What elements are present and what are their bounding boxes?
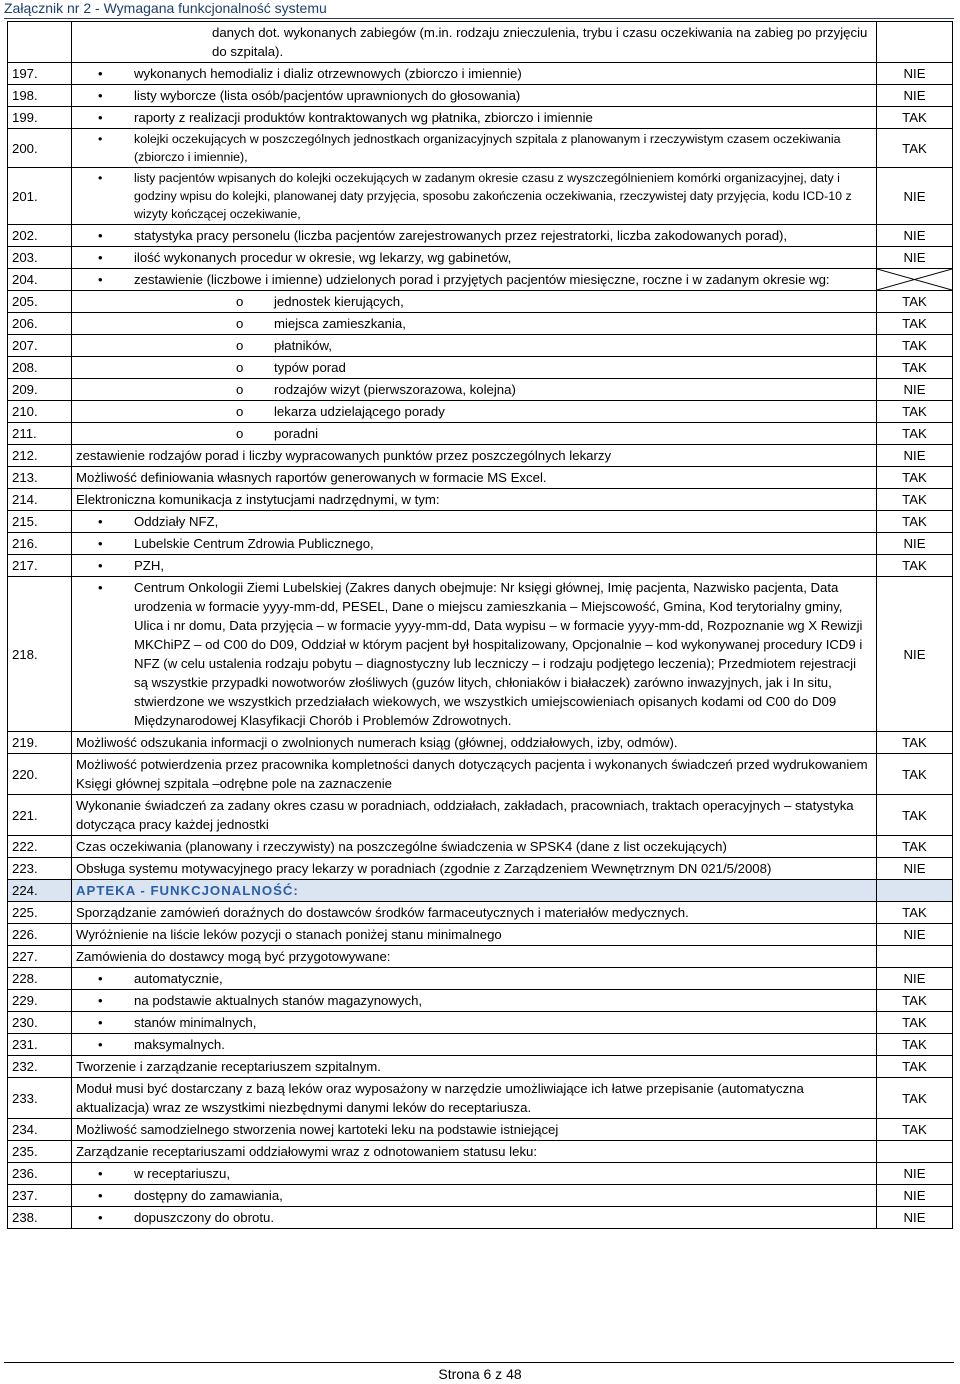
row-number: 222.	[8, 836, 72, 858]
circle-bullet-icon: o	[236, 294, 244, 309]
requirement-cell	[72, 990, 877, 1012]
status-cell: NIE	[877, 533, 953, 555]
status-cell: NIE	[877, 577, 953, 732]
status-cell: TAK	[877, 1034, 953, 1056]
status-cell: NIE	[877, 924, 953, 946]
requirement-cell	[72, 577, 877, 732]
requirement-cell	[72, 924, 877, 946]
row-number: 231.	[8, 1034, 72, 1056]
row-number: 203.	[8, 247, 72, 269]
requirement-text: dostępny do zamawiania,	[134, 1188, 283, 1203]
requirement-cell	[72, 313, 877, 335]
status-cell: TAK	[877, 555, 953, 577]
circle-bullet-icon: o	[236, 360, 244, 375]
requirement-cell	[72, 880, 877, 902]
table-row	[8, 1141, 953, 1163]
requirement-cell	[72, 1119, 877, 1141]
requirement-cell	[72, 1185, 877, 1207]
row-number: 205.	[8, 291, 72, 313]
bullet-icon: •	[98, 1188, 103, 1203]
requirement-text: Możliwość definiowania własnych raportów generowanych w formacie MS Excel.	[76, 470, 547, 485]
table-row	[8, 511, 953, 533]
status-cell: TAK	[877, 489, 953, 511]
circle-bullet-icon: o	[236, 382, 244, 397]
requirement-text: w receptariuszu,	[134, 1166, 231, 1181]
table-row	[8, 577, 953, 732]
requirement-cell	[72, 1078, 877, 1119]
requirement-text: Oddziały NFZ,	[134, 514, 219, 529]
requirement-text: Wyróżnienie na liście leków pozycji o stanach poniżej stanu minimalnego	[76, 927, 502, 942]
requirement-text: automatycznie,	[134, 971, 223, 986]
bullet-icon: •	[98, 1166, 103, 1181]
requirement-text: poradni	[274, 426, 318, 441]
requirement-cell	[72, 946, 877, 968]
table-row	[8, 225, 953, 247]
requirement-text: raporty z realizacji produktów kontraktowanych wg płatnika, zbiorczo i imiennie	[134, 110, 593, 125]
table-row	[8, 445, 953, 467]
row-number: 238.	[8, 1207, 72, 1229]
requirement-cell	[72, 357, 877, 379]
bullet-icon: •	[98, 88, 103, 103]
status-cell	[877, 946, 953, 968]
row-number: 221.	[8, 795, 72, 836]
requirement-cell	[72, 836, 877, 858]
bullet-icon: •	[98, 580, 103, 595]
requirement-text: typów porad	[274, 360, 346, 375]
requirement-text: Centrum Onkologii Ziemi Lubelskiej (Zakres danych obejmuje: Nr księgi głównej, Imię pacjenta, Nazwisko pacjenta, Data urodzenia w formacie yyyy-mm-dd, PESEL, Dane o miejscu zamieszkania – Miejscowość, Gmina, Kod terytorialny gminy, Ulica i nr domu, Data przyjęcia – w formacie yyyy-mm-dd, Data wypisu – w formacie yyyy-mm-dd, Rozpoznanie wg X Rewizji MKChiPZ – od C00 do D09, Oddział w którym pacjent był hospitalizowany, Opcjonalnie – kod wykonywanej procedury ICD9 i NFZ (w celu ustalenia rodzaju pobytu – diagnostyczny lub leczniczy – i rodzaju podjętego leczenia); Przedmiotem rejestracji są wszystkie przypadki nowotworów złośliwych (guzów litych, chłoniaków i białaczek) zarówno inwazyjnych, jak i In situ, stwierdzone we wszystkich przedziałach wiekowych, we wszystkich umiejscowieniach opisanych kodami od C00 do D09 Międzynarodowej Klasyfikacji Chorób i Problemów Zdrowotnych.	[134, 580, 863, 728]
requirement-cell	[72, 401, 877, 423]
requirement-cell	[72, 511, 877, 533]
requirement-text: płatników,	[274, 338, 332, 353]
requirement-text: na podstawie aktualnych stanów magazynowych,	[134, 993, 423, 1008]
table-row	[8, 291, 953, 313]
section-title: APTEKA - FUNKCJONALNOŚĆ:	[76, 883, 299, 898]
requirement-cell	[72, 1207, 877, 1229]
requirement-cell	[72, 423, 877, 445]
section-row	[8, 880, 953, 902]
status-cell: NIE	[877, 445, 953, 467]
status-cell: TAK	[877, 795, 953, 836]
status-cell: TAK	[877, 732, 953, 754]
requirement-cell	[72, 63, 877, 85]
status-cell: TAK	[877, 902, 953, 924]
bullet-icon: •	[98, 272, 103, 287]
requirements-table	[7, 21, 953, 1229]
status-cell: TAK	[877, 754, 953, 795]
requirement-text: Tworzenie i zarządzanie receptariuszem szpitalnym.	[76, 1059, 381, 1074]
requirement-cell	[72, 269, 877, 291]
bullet-icon: •	[98, 250, 103, 265]
table-row	[8, 1056, 953, 1078]
bullet-icon: •	[98, 110, 103, 125]
table-row	[8, 467, 953, 489]
table-row	[8, 1119, 953, 1141]
table-row	[8, 357, 953, 379]
requirement-text: kolejki oczekujących w poszczególnych jednostkach organizacyjnych szpitala z planowanym i rzeczywistym czasem oczekiwania (zbiorczo i imiennie),	[134, 132, 841, 164]
row-number: 216.	[8, 533, 72, 555]
requirement-cell	[72, 1163, 877, 1185]
status-cell: TAK	[877, 401, 953, 423]
table-row	[8, 1012, 953, 1034]
requirement-text: Wykonanie świadczeń za zadany okres czasu w poradniach, oddziałach, zakładach, pracowniach, traktach operacyjnych – statystyka dotycząca pracy każdej jednostki	[76, 798, 854, 832]
row-number: 224.	[8, 880, 72, 902]
table-row	[8, 1034, 953, 1056]
requirement-cell	[72, 85, 877, 107]
status-cell: TAK	[877, 335, 953, 357]
requirement-cell	[72, 291, 877, 313]
requirement-cell	[72, 225, 877, 247]
cross-icon	[877, 269, 952, 290]
requirement-cell	[72, 129, 877, 168]
status-cell: TAK	[877, 836, 953, 858]
table-row	[8, 1207, 953, 1229]
requirement-text: Zarządzanie receptariuszami oddziałowymi wraz z odnotowaniem statusu leku:	[76, 1144, 538, 1159]
requirement-cell	[72, 732, 877, 754]
row-number: 209.	[8, 379, 72, 401]
status-cell: NIE	[877, 1185, 953, 1207]
table-row	[8, 732, 953, 754]
row-number: 218.	[8, 577, 72, 732]
bullet-icon: •	[98, 1037, 103, 1052]
row-number: 210.	[8, 401, 72, 423]
row-number: 208.	[8, 357, 72, 379]
status-cell: NIE	[877, 858, 953, 880]
row-number: 198.	[8, 85, 72, 107]
row-number: 228.	[8, 968, 72, 990]
bullet-icon: •	[98, 971, 103, 986]
circle-bullet-icon: o	[236, 404, 244, 419]
table-row	[8, 379, 953, 401]
requirement-text: Czas oczekiwania (planowany i rzeczywisty) na poszczególne świadczenia w SPSK4 (dane z list oczekujących)	[76, 839, 727, 854]
row-number: 202.	[8, 225, 72, 247]
requirement-text: Możliwość samodzielnego stworzenia nowej kartoteki leku na podstawie istniejącej	[76, 1122, 559, 1137]
table-row	[8, 423, 953, 445]
row-number: 235.	[8, 1141, 72, 1163]
table-row	[8, 968, 953, 990]
requirement-cell	[72, 107, 877, 129]
status-cell: NIE	[877, 225, 953, 247]
row-number: 200.	[8, 129, 72, 168]
row-number: 197.	[8, 63, 72, 85]
row-number: 232.	[8, 1056, 72, 1078]
status-cell: NIE	[877, 1163, 953, 1185]
requirement-cell	[72, 379, 877, 401]
requirement-text: listy pacjentów wpisanych do kolejki oczekujących w zadanym okresie czasu z wyszczególnieniem komórki organizacyjnej, daty i godziny wpisu do kolejki, planowanej daty przyjęcia, sposobu zakończenia oczekiwania, rzeczywistej daty przyjęcia, kodu ICD-10 z wizyty kończącej oczekiwanie,	[134, 171, 852, 221]
table-row	[8, 990, 953, 1012]
table-row	[8, 924, 953, 946]
requirement-cell	[72, 247, 877, 269]
row-number: 199.	[8, 107, 72, 129]
table-row	[8, 858, 953, 880]
bullet-icon: •	[98, 66, 103, 81]
requirement-text: ilość wykonanych procedur w okresie, wg lekarzy, wg gabinetów,	[134, 250, 512, 265]
status-cell: NIE	[877, 63, 953, 85]
table-row	[8, 401, 953, 423]
status-cell: TAK	[877, 1119, 953, 1141]
status-cell: TAK	[877, 1056, 953, 1078]
requirement-text: rodzajów wizyt (pierwszorazowa, kolejna)	[274, 382, 516, 397]
status-cell: TAK	[877, 357, 953, 379]
table-row	[8, 533, 953, 555]
requirement-cell	[72, 902, 877, 924]
table-row	[8, 335, 953, 357]
requirement-text: Obsługa systemu motywacyjnego pracy lekarzy w poradniach (zgodnie z Zarządzeniem Wewnętrznym DN 021/5/2008)	[76, 861, 772, 876]
table-row	[8, 107, 953, 129]
bullet-icon: •	[98, 514, 103, 529]
row-number: 213.	[8, 467, 72, 489]
status-cell: NIE	[877, 85, 953, 107]
status-cell: NIE	[877, 168, 953, 225]
status-cell	[877, 22, 953, 63]
row-number: 211.	[8, 423, 72, 445]
requirement-text: wykonanych hemodializ i dializ otrzewnowych (zbiorczo i imiennie)	[134, 66, 522, 81]
row-number	[8, 22, 72, 63]
bullet-icon: •	[98, 132, 103, 146]
table-row	[8, 1078, 953, 1119]
requirement-text: jednostek kierujących,	[274, 294, 404, 309]
row-number: 233.	[8, 1078, 72, 1119]
bullet-icon: •	[98, 1015, 103, 1030]
requirement-cell	[72, 968, 877, 990]
status-cell: TAK	[877, 129, 953, 168]
requirement-text: dopuszczony do obrotu.	[134, 1210, 275, 1225]
table-row	[8, 269, 953, 291]
table-row	[8, 313, 953, 335]
circle-bullet-icon: o	[236, 338, 244, 353]
requirement-cell	[72, 445, 877, 467]
status-cell: TAK	[877, 313, 953, 335]
requirement-cell	[72, 795, 877, 836]
requirement-text: Zamówienia do dostawcy mogą być przygotowywane:	[76, 949, 391, 964]
row-number: 226.	[8, 924, 72, 946]
table-row	[8, 946, 953, 968]
requirement-text: Możliwość potwierdzenia przez pracownika kompletności danych dotyczących pacjenta i wykonanych świadczeń przed wydrukowaniem Księgi głównej szpitala –odrębne pole na zaznaczenie	[76, 757, 868, 791]
row-number: 212.	[8, 445, 72, 467]
table-row	[8, 795, 953, 836]
requirement-cell	[72, 555, 877, 577]
page-header: Załącznik nr 2 - Wymagana funkcjonalność systemu	[4, 0, 954, 19]
table-row	[8, 1163, 953, 1185]
requirement-text: zestawienie rodzajów porad i liczby wypracowanych punktów przez poszczególnych lekarzy	[76, 448, 612, 463]
status-cell: TAK	[877, 990, 953, 1012]
requirement-cell	[72, 467, 877, 489]
bullet-icon: •	[98, 171, 103, 185]
row-number: 229.	[8, 990, 72, 1012]
requirement-text: Moduł musi być dostarczany z bazą leków oraz wyposażony w narzędzie umożliwiające ich łatwe przepisanie (automatyczna aktualizacja) wraz ze wszystkimi niezbędnymi danymi leków do receptariusza.	[76, 1081, 804, 1115]
status-cell: TAK	[877, 511, 953, 533]
crossed-out-cell	[877, 269, 953, 291]
circle-bullet-icon: o	[236, 426, 244, 441]
bullet-icon: •	[98, 1210, 103, 1225]
table-row	[8, 22, 953, 63]
circle-bullet-icon: o	[236, 316, 244, 331]
requirement-text: lekarza udzielającego porady	[274, 404, 445, 419]
requirement-cell	[72, 168, 877, 225]
status-cell: TAK	[877, 1078, 953, 1119]
table-row	[8, 902, 953, 924]
requirement-cell	[72, 22, 877, 63]
table-row	[8, 555, 953, 577]
requirement-cell	[72, 1012, 877, 1034]
row-number: 217.	[8, 555, 72, 577]
status-cell	[877, 1141, 953, 1163]
row-number: 215.	[8, 511, 72, 533]
bullet-icon: •	[98, 536, 103, 551]
table-row	[8, 247, 953, 269]
requirement-cell	[72, 1141, 877, 1163]
status-cell: TAK	[877, 107, 953, 129]
table-row	[8, 129, 953, 168]
status-cell: TAK	[877, 291, 953, 313]
row-number: 227.	[8, 946, 72, 968]
table-row	[8, 489, 953, 511]
requirement-text: Elektroniczna komunikacja z instytucjami nadrzędnymi, w tym:	[76, 492, 440, 507]
requirement-text: stanów minimalnych,	[134, 1015, 257, 1030]
requirement-text: Lubelskie Centrum Zdrowia Publicznego,	[134, 536, 374, 551]
table-row	[8, 836, 953, 858]
page-number: Strona 6 z 48	[438, 1366, 522, 1382]
status-cell: NIE	[877, 1207, 953, 1229]
requirement-text: PZH,	[134, 558, 165, 573]
status-cell: TAK	[877, 467, 953, 489]
row-number: 219.	[8, 732, 72, 754]
requirement-cell	[72, 1056, 877, 1078]
status-cell: TAK	[877, 1012, 953, 1034]
row-number: 214.	[8, 489, 72, 511]
requirement-cell	[72, 335, 877, 357]
row-number: 204.	[8, 269, 72, 291]
requirement-text: listy wyborcze (lista osób/pacjentów uprawnionych do głosowania)	[134, 88, 521, 103]
requirement-cell	[72, 533, 877, 555]
requirement-text: miejsca zamieszkania,	[274, 316, 406, 331]
status-cell: TAK	[877, 423, 953, 445]
row-number: 206.	[8, 313, 72, 335]
footer-divider	[4, 1362, 954, 1363]
row-number: 223.	[8, 858, 72, 880]
table-row	[8, 168, 953, 225]
requirement-cell	[72, 754, 877, 795]
bullet-icon: •	[98, 993, 103, 1008]
bullet-icon: •	[98, 228, 103, 243]
requirement-text: maksymalnych.	[134, 1037, 225, 1052]
row-number: 234.	[8, 1119, 72, 1141]
requirement-text: danych dot. wykonanych zabiegów (m.in. rodzaju znieczulenia, trybu i czasu oczekiwania na zabieg po przyjęciu do szpitala).	[212, 25, 868, 59]
row-number: 220.	[8, 754, 72, 795]
requirement-cell	[72, 858, 877, 880]
row-number: 201.	[8, 168, 72, 225]
row-number: 230.	[8, 1012, 72, 1034]
requirement-text: zestawienie (liczbowe i imienne) udzielonych porad i przyjętych pacjentów miesięczne, roczne i w zadanym okresie wg:	[134, 272, 830, 287]
status-cell: NIE	[877, 247, 953, 269]
status-cell: NIE	[877, 379, 953, 401]
requirement-text: statystyka pracy personelu (liczba pacjentów zarejestrowanych przez rejestratorki, liczba zakodowanych porad),	[134, 228, 788, 243]
row-number: 236.	[8, 1163, 72, 1185]
table-row	[8, 63, 953, 85]
status-cell	[877, 880, 953, 902]
table-row	[8, 1185, 953, 1207]
requirement-cell	[72, 489, 877, 511]
row-number: 237.	[8, 1185, 72, 1207]
row-number: 225.	[8, 902, 72, 924]
row-number: 207.	[8, 335, 72, 357]
requirement-text: Możliwość odszukania informacji o zwolnionych numerach ksiąg (głównej, oddziałowych, izby, odmów).	[76, 735, 678, 750]
requirement-text: Sporządzanie zamówień doraźnych do dostawców środków farmaceutycznych i materiałów medycznych.	[76, 905, 689, 920]
bullet-icon: •	[98, 558, 103, 573]
requirement-cell	[72, 1034, 877, 1056]
status-cell: NIE	[877, 968, 953, 990]
table-row	[8, 85, 953, 107]
table-row	[8, 754, 953, 795]
